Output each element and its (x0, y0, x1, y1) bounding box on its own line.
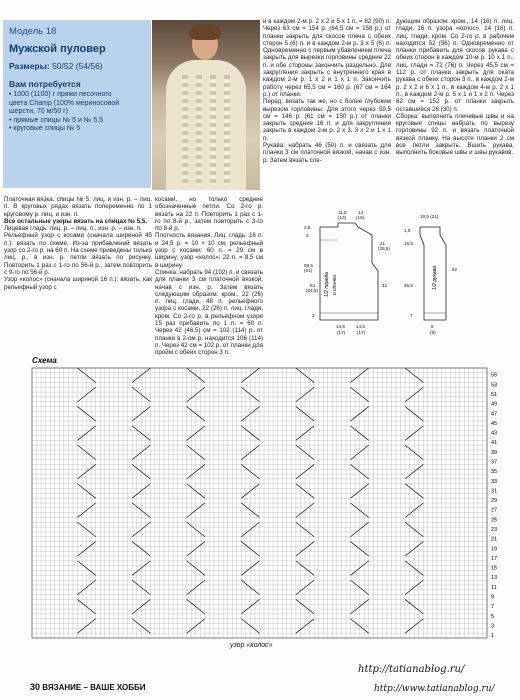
paragraph: Рельефный узор с косами (сначала шириной 45 п.): вязать по схеме. Из-за прибавлений вязать узор со 2-го р. на 60 п. На схеме приведены только лиц. р., в изн. р. петли вязать по рисунку. Повторить 1 раз с 1-го по 56-й р., затем повторить с 9-го по 56-й р. (4, 232, 152, 276)
paragraph: и в каждом 2-м р. 2 х 2 и 5 х 1 п. = 82 (90) п. Через 63 см = 154 р. (64,5 см = 158 р.) от планки закрыть для скосов плеча с обеих сторон 5 (6) п. и в каждом 2-м р. 3 х 5 (6) п. Одновременно с первым убавлением плеча закрыть для вырезки горловины средние 22 п. и обе стороны закончить раздельно. Для закругления закрыть с внутреннего края в каждом 2-м р. 1 х 2 и 1 х 1 п. Закончить работу через 65,5 см = 160 р. (67 см = 164 р.) от планки. (263, 18, 391, 98)
row-number: 55 (491, 372, 498, 379)
text-column-3 (263, 18, 391, 164)
cable-stripe (196, 75, 202, 185)
dim-label: 14,5 (336, 324, 345, 329)
info-box (3, 20, 151, 188)
sizes-label: Размеры: (9, 61, 50, 71)
dim-label: (61) (304, 268, 313, 273)
row-number: 41 (491, 440, 498, 447)
materials-heading: Вам потребуется (9, 79, 81, 89)
cable-stripe (210, 75, 216, 185)
paragraph: дующим образом: кром., 14 (16) п. лиц. глади, 16 п. узора «колос», 14 (16) п. лиц. глади, кром. Со 2-го р. в рабочем находится 52 (56) п. Одновременно от планки прибавить для скосов рукава с обеих сторон в каждом 10-м р. 10 х 1 п., лиц. глади = 72 (76) п. Через 45,5 см = 112 р. от планки закрыть для оката рукава с обеих сторон 3 п., в каждом 2-м р. 2 х 2 и 6 х 1 п., в каждом 4-м р. 2 х 1 п., в каждом 2-м р. 5 х 1 и 1 х 2 п. Через 62 см = 152 р. от планки закрыть оставшиеся 26 (30) п. (396, 18, 514, 113)
watermark-url-www[interactable]: http://www.tatianablog.ru/ (374, 684, 495, 694)
dim-label: (25,5) (378, 246, 391, 251)
materials-item: • прямые спицы № 5 и № 5,5 (9, 116, 103, 124)
paragraph: Спинка: набрать 94 (102) п. и связать для планки 3 см платочной вязкой, начав с изн. р. Затем вязать следующим образом: кром., 22 (26) п. лиц. глади, 48 п. рельефного узора с косами, 22 (26) п. лиц. глади, кром. Со 2-го р. в рельефном узоре 15 раз прибавить по 1 п. = 60 п. Через 42 (46,5) см = 102 (114) р. от планки в 2-ом р. находится 106 (114) п. Через 42 см = 102 р. от планки для пройм с обеих сторон 3 п. (155, 268, 263, 357)
row-number: 13 (491, 575, 498, 582)
sizes (9, 61, 145, 71)
dim-label: 1,5 (404, 228, 411, 233)
dim-label: (13) (338, 215, 347, 220)
paragraph: Лицевая гладь: лиц. р. – лиц. п., изн. р. – изн. п. (4, 225, 142, 233)
row-number: 21 (491, 536, 498, 543)
row-number: 47 (491, 411, 498, 418)
row-number: 45 (491, 420, 498, 427)
row-number: 51 (491, 391, 498, 398)
paragraph: Плотность вязания. Лиц. гладь: 16 п. и 24,5 р. = 10 × 10 см; рельефный узор с косами: 60 п. = 29 см в ширину; узор «колос»: 22 п. = 8,5 см в ширину. (155, 232, 263, 269)
row-number: 1 (491, 633, 495, 640)
dim-label: (9) (430, 330, 436, 335)
dim-label: 21 (380, 241, 386, 246)
dim-label: 63 (310, 283, 316, 288)
dim-label: (17) (357, 330, 366, 335)
dim-label: 16,5 (404, 241, 413, 246)
row-number: 15 (491, 565, 498, 572)
dim-label: (15) (356, 215, 365, 220)
dim-label: 14 (358, 210, 364, 215)
paragraph: Рукава: набрать 46 (50) п. и связать для планки 3 см платочной вязкой, начав с изн. р. Затем вязать сле- (263, 142, 391, 164)
knitting-chart (30, 366, 504, 641)
sizes-value: 50/52 (54/56) (52, 61, 103, 71)
cable-stripe (224, 75, 230, 185)
magazine-name: ВЯЗАНИЕ – ВАШЕ ХОББИ (42, 683, 146, 692)
page-number: 30 (30, 682, 41, 692)
row-number: 37 (491, 459, 498, 466)
row-number: 33 (491, 478, 498, 485)
row-number: 17 (491, 555, 498, 562)
cable-stripe (182, 75, 188, 185)
dim-label: 8 (431, 324, 434, 329)
materials-item: шерсти, 70 м/50 г) (9, 108, 69, 115)
dim-label: 62 (452, 267, 458, 272)
row-number: 11 (491, 584, 497, 591)
piece-label: и спинки (332, 274, 338, 295)
piece-label: 1/2 рукава (432, 266, 438, 290)
dim-label: 3 (312, 313, 315, 318)
model-photo (152, 20, 260, 190)
text-column-4 (396, 18, 514, 157)
row-number: 39 (491, 449, 498, 456)
text-column-2 (155, 196, 263, 357)
dim-label: 59,5 (304, 263, 313, 268)
dim-label: 2,5 (304, 225, 311, 230)
chart-caption: узор «колос» (230, 642, 273, 649)
dim-label: (64,5) (306, 288, 319, 293)
paragraph: Платочная вязка, спицы № 5: лиц. и изн. р. – лиц. п. В круговых рядах вязать попеременно по 1 круговому р. лиц. и изн. п. (4, 196, 152, 218)
row-number: 23 (491, 526, 498, 533)
dim-label: 45,5 (404, 283, 413, 288)
row-number: 9 (491, 594, 495, 601)
page-footer (30, 682, 145, 692)
row-number: 49 (491, 401, 498, 408)
row-number: 29 (491, 498, 498, 505)
row-number: 7 (491, 604, 495, 611)
chart-title: Схема (32, 356, 57, 365)
row-number: 5 (491, 613, 495, 620)
row-number: 35 (491, 469, 498, 476)
dim-label: 14,5 (356, 324, 365, 329)
dim-label: 19,5 (21) (420, 214, 439, 219)
dim-label: 3 (306, 233, 309, 238)
row-number: 43 (491, 430, 498, 437)
model-hair (189, 24, 221, 40)
row-number: 3 (491, 623, 495, 630)
row-number: 27 (491, 507, 498, 514)
dim-label: 11,5 (338, 210, 347, 215)
materials-item: • круговые спицы № 5 (9, 125, 81, 132)
pattern-schematics (300, 205, 520, 340)
text-column-1 (4, 196, 152, 291)
dim-label: 7 (410, 313, 413, 318)
row-number: 53 (491, 382, 498, 389)
model-number: Модель 18 (9, 26, 57, 37)
row-number: 19 (491, 546, 498, 553)
row-number: 31 (491, 488, 498, 495)
chart-grid-lines (32, 368, 487, 638)
paragraph: косами, но только средние обозначенные петли. Со 2-го р. вязать на 22 п. Повторить 1 раз с 1-го по 8-й р., затем повторить с 3-го по 8-й р. (155, 196, 263, 233)
materials-list (9, 91, 145, 134)
paragraph: Узор «колос» (сначала шириной 16 п.): вязать, как рельефный узор с (4, 276, 152, 291)
pattern-title: Мужской пуловер (9, 43, 106, 55)
materials-item: цвета Champ (100% мериносовой (9, 99, 120, 107)
dim-label: (17) (337, 330, 346, 335)
sweater-shape (166, 60, 246, 190)
paragraph: Сборка: выполнить плечевые швы и на круговые спицы набрать по вырезу горловины 92 п. и вязать платочной вязкой планку. На высоте планки 2 см все петли закрыть. Вшить рукава, выполнить боковые швы и швы рукавов. (396, 112, 514, 157)
watermark-url[interactable]: http://tatianablog.ru/ (358, 664, 465, 675)
row-number: 25 (491, 517, 498, 524)
paragraph: Все остальные узоры вязать на спицах № 5,5. (4, 217, 148, 225)
materials-item: • 1000 (1100) г пряжи песочного (9, 91, 112, 98)
dim-label: 42 (382, 283, 388, 288)
paragraph: Перед: вязать так же, но с более глубоким вырезом горловины. Для этого через 59,5 см = 146 р. (61 см = 150 р.) от планки закрыть средние 16 п. и для закругления закрыть в каждом 2-м р. 2 х 3, 3 х 2 и 1 х 1 п. (263, 98, 391, 142)
body-outline (320, 223, 378, 320)
piece-label: 1/2 переда (324, 272, 330, 297)
